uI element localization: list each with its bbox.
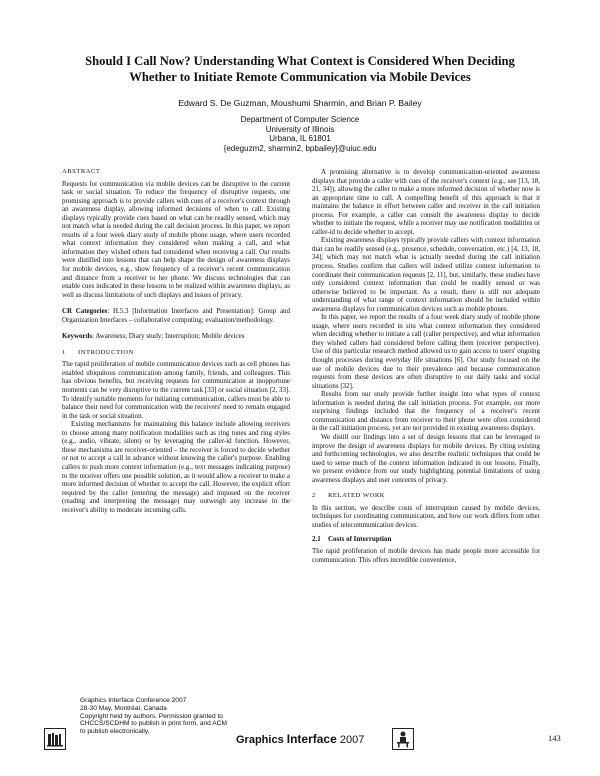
costs-number: 2.1 — [312, 535, 321, 544]
paper-title — [60, 54, 540, 85]
affiliation-emails: {edeguzm2, sharmin2, bpbailey}@uiuc.edu — [223, 143, 377, 153]
logo-word-graphics: Graphics — [236, 734, 284, 746]
keywords-text: : Awareness; Diary study; Interruption; Mobile devices — [92, 332, 245, 341]
cr-label: CR Categories — [62, 307, 108, 316]
cr-categories — [62, 307, 290, 324]
right-paragraph-4: Results from our study provide further insight into what types of context information is needed during the call initiation process. For example, our more surprising findings included that the frequency of a receiver's recent communication and distance from receiver to their phone were often considered in the call initiation process, yet are not provided in existing awareness displays. — [312, 390, 540, 433]
right-paragraph-3: In this paper, we report the results of a four week diary study of mobile phone usage, where users recorded in situ what context information they considered when deciding whether to initiate a call (caller perspective), and what information they wished callers had considered before calling them (receiver perspective). Use of this particular research method allowed us to gain access to users' ongoing thought processes during everyday life situations [6]. Our study focused on the use of mobile devices due to their prevalence and because communication requests from these devices are often disruptive to our daily tasks and social situations [32]. — [312, 313, 540, 390]
right-paragraph-1: A promising alternative is to develop communication-oriented awareness displays that provide a caller with cues of the receiver's context (e.g., see [13, 18, 21, 34]), allowing the caller to make a more informed decision of whether now is an appropriate time to call. A compelling benefit of this approach is that it maintains the balance in effort between caller and receiver in the call initiation process. For example, a caller can consult the awareness display to decide whether to initiate the request, while a receiver may use notification modalities or caller-id to decide whether to accept. — [312, 168, 540, 236]
footnote-line-1: Graphics Interface Conference 2007 — [80, 697, 187, 704]
intro-paragraph-2: Existing mechanisms for maintaining this balance include allowing receivers to choose among many notification modalities such as ring tones and ring styles (e.g., audio, vibrate, silent) or by leveraging the caller-id function. However, these mechanisms are receiver-oriented – the receiver is forced to decide whether or not to accept a call in advance without knowing the caller's purpose. Enabling callers to push more context information (e.g., text messages indicating purpose) to the receiver offers one possible solution, as it would allow a receiver to make a more informed decision of whether to accept the call. However, the explicit effort required by the caller (entering the message) and imposed on the receiver (reading and interpreting the message) may outweigh any increase in the receiver's ability to moderate incoming calls. — [62, 420, 290, 514]
title-line-1: Should I Call Now? Understanding What Context is Considered When Deciding — [85, 54, 515, 68]
affiliation-block — [60, 115, 540, 153]
intro-paragraph-1: The rapid proliferation of mobile communication devices such as cell phones has enabled ubiquitous communication among family, friends, and colleagues. This has obvious benefits, but receiving requests for communication at inopportune moments can be very disruptive to the current task [33] or social situation [2, 33]. To identify suitable moments for initiating communication, callers must be able to balance their need for communication with the receivers' need to remain engaged in the task or social situation. — [62, 360, 291, 420]
intro-number: 1 — [62, 348, 66, 356]
footnote-line-4: CHCCS/SCDHM to publish in print form, and ACM — [80, 720, 227, 728]
affiliation-department: Department of Computer Science — [240, 115, 360, 124]
intro-title: INTRODUCTION — [78, 348, 134, 356]
graphics-interface-logo — [236, 732, 364, 746]
affiliation-university: University of Illinois — [265, 124, 335, 134]
title-line-2: Whether to Initiate Remote Communication via Mobile Devices — [129, 69, 471, 84]
logo-word-interface: Interface — [286, 732, 337, 746]
footnote-line-5: to publish electronically. — [80, 728, 150, 736]
right-paragraph-2: Existing awareness displays typically provide callers with context information that can be readily sensed (e.g., presence, schedule, conversation, etc.) [4, 13, 18, 34]; which may not match what is actually needed during the call initiation process. Studies confirm that callers will indeed utilize context information to coordinate their communication requests [2, 11], but, similarly, these studies have only considered context information that could be readily sensed or was otherwise believed to be important. As a result, there is still not adequate understanding of what range of context information should be included within awareness displays for communication devices such as mobile phones. — [312, 236, 540, 313]
related-work-number: 2 — [312, 492, 316, 500]
related-work-paragraph: In this section, we describe costs of interruption caused by mobile devices, techniques for coordinating communication, and how our work differs from other studies of telecommunication devices. — [312, 503, 540, 529]
costs-heading — [312, 535, 540, 544]
related-work-heading — [312, 492, 540, 501]
abstract-heading: ABSTRACT — [62, 168, 101, 175]
abstract-text: Requests for communication via mobile devices can be disruptive to the current task or social situation. To reduce the frequency of disruptive requests, one promising approach is to provide callers with cues of a receiver's context through an awareness display, allowing informed decisions of when to call. Existing displays typically provide cues based on what can be readily sensed, which may not match what is needed during the call decision process. In this paper, we report results of a four week diary study of mobile phone usage, where users recorded what context information they considered when making a call, and what information they wished others had considered when receiving a call. Our results were distilled into lessons that can help shape the design of awareness displays for mobile devices, e.g., show frequency of a receiver's recent communication and distance from a receiver to her phone. We discuss technologies that can enable cues indicated in these lessons to be realized within awareness displays, as well as discuss limitations of such displays and issues of privacy. — [62, 179, 290, 299]
logo-word-year: 2007 — [339, 734, 365, 746]
cr-text: : H.5.3 [Information Interfaces and Presentation]: Group and Organization Interfaces – collaborative computing; evaluation/methodology. — [62, 307, 290, 324]
keywords — [62, 332, 290, 341]
affiliation-city: Urbana, IL 61801 — [269, 134, 331, 144]
costs-title: Costs of Interruption — [328, 535, 392, 544]
right-column — [312, 168, 540, 564]
related-work-title: RELATED WORK — [328, 492, 385, 500]
intro-heading — [62, 349, 290, 358]
costs-paragraph: The rapid proliferation of mobile devices has made people more accessible for communication. This offers incredible convenience, — [312, 546, 540, 564]
conference-footnote — [80, 697, 280, 736]
page-number: 143 — [548, 733, 561, 743]
reader-at-desk-icon — [392, 728, 414, 750]
footnote-line-2: 28-30 May, Montréal, Canada — [80, 704, 167, 712]
author-list: Edward S. De Guzman, Moushumi Sharmin, and Brian P. Bailey — [178, 98, 422, 108]
bookshelf-icon — [44, 728, 66, 750]
left-column — [62, 168, 290, 514]
keywords-label: Keywords — [62, 332, 93, 341]
footnote-line-3: Copyright held by authors. Permission granted to — [80, 712, 223, 720]
right-paragraph-5: We distill our findings into a set of design lessons that can be leveraged to improve the design of awareness displays for mobile devices. By citing existing and forthcoming technologies, we also describe realistic techniques that could be used to sense much of the context information indicated in our lessons. Finally, we present evidence from our study highlighting potential limitations of using awareness displays and user concerns of privacy. — [312, 432, 540, 484]
